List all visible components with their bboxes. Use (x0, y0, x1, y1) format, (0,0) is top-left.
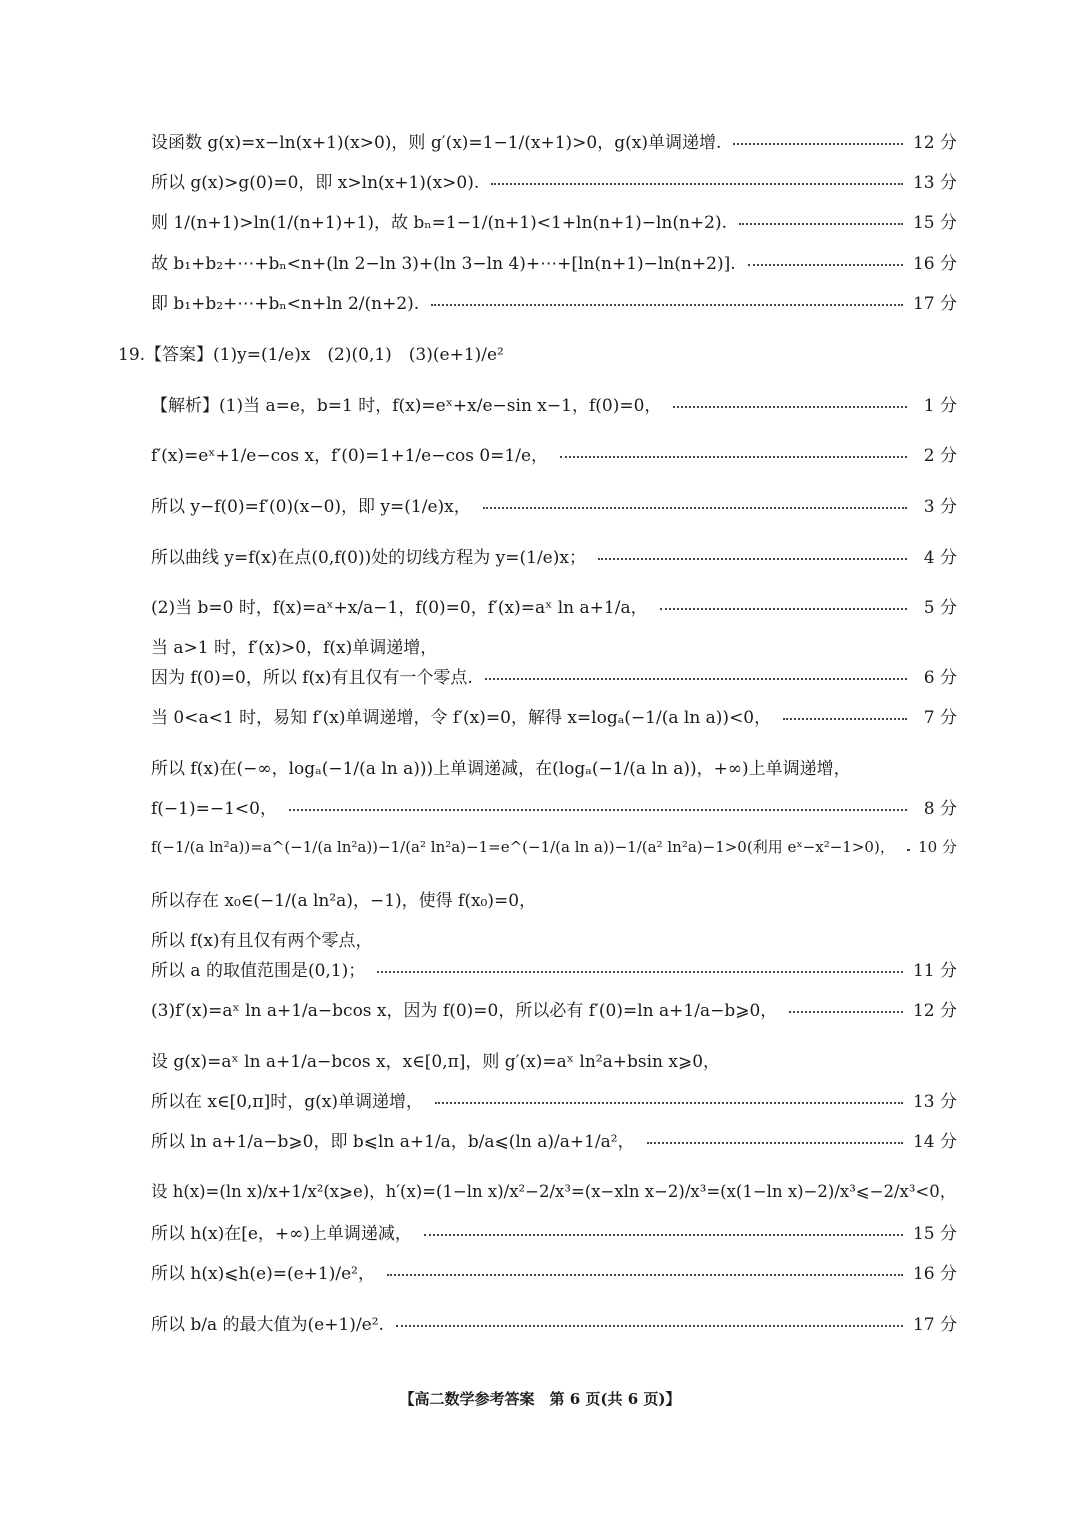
score-label: 15 分 (912, 1223, 957, 1244)
score-label: 6 分 (923, 667, 957, 688)
solution-line: 所以存在 x₀∈(−1/(a ln²a)，−1)，使得 f(x₀)=0， (151, 890, 537, 911)
dot-leader (748, 264, 903, 266)
solution-line: 故 b₁+b₂+⋯+bₙ<n+(ln 2−ln 3)+(ln 3−ln 4)+⋯+[ln(n+1)−ln(n+2)]. 16 分 (151, 243, 957, 279)
dot-leader (783, 718, 907, 720)
solution-line: f(−1/(a ln²a))=a^(−1/(a ln²a))−1/(a² ln²a)−1=e^(−1/(a ln a))−1/(a² ln²a)−1>0(利用 eˣ−x²−1>0)， 10 分 (151, 837, 957, 856)
score-label: 10 分 (918, 837, 957, 856)
solution-line: 所以 b/a 的最大值为(e+1)/e². 17 分 (151, 1304, 957, 1340)
solution-line: (3)f′(x)=aˣ ln a+1/a−bcos x，因为 f(0)=0，所以必有 f′(0)=ln a+1/a−b⩾0， 12 分 (151, 990, 957, 1026)
score-label: 14 分 (912, 1131, 957, 1152)
score-label: 13 分 (912, 1091, 957, 1112)
score-label: 12 分 (912, 1000, 957, 1021)
solution-line: 设 g(x)=aˣ ln a+1/a−bcos x，x∈[0,π]，则 g′(x)=aˣ ln²a+bsin x⩾0， (151, 1051, 721, 1072)
score-label: 16 分 (912, 253, 957, 274)
score-label: 12 分 (912, 132, 957, 153)
solution-line: 设 h(x)=(ln x)/x+1/x²(x⩾e)，h′(x)=(1−ln x)/x²−2/x³=(x−xln x−2)/x³=(x(1−ln x)−2)/x³⩽−2/x³<0， (151, 1182, 957, 1201)
solution-line: 所以在 x∈[0,π]时，g(x)单调递增， 13 分 (151, 1081, 957, 1117)
solution-line: 当 a>1 时，f′(x)>0，f(x)单调递增， (151, 637, 438, 658)
dot-leader (431, 304, 903, 306)
dot-leader (435, 1102, 903, 1104)
solution-line: 则 1/(n+1)>ln(1/(n+1)+1)，故 bₙ=1−1/(n+1)<1+ln(n+1)−ln(n+2). 15 分 (151, 202, 957, 238)
dot-leader (560, 456, 907, 458)
dot-leader (598, 558, 907, 560)
dot-leader (289, 809, 907, 811)
solution-line: 所以 a 的取值范围是(0,1)； 11 分 (151, 950, 957, 986)
dot-leader (377, 971, 903, 973)
solution-line: 所以 f(x)有且仅有两个零点， (151, 930, 373, 951)
score-label: 1 分 (923, 395, 957, 416)
dot-leader (673, 406, 907, 408)
solution-line: 所以 f(x)在(−∞，logₐ(−1/(a ln a)))上单调递减，在(logₐ(−1/(a ln a))，+∞)上单调递增， (151, 758, 851, 779)
dot-leader (424, 1234, 903, 1236)
dot-leader (739, 223, 903, 225)
solution-line: 所以 g(x)>g(0)=0，即 x>ln(x+1)(x>0). 13 分 (151, 162, 957, 198)
dot-leader (387, 1274, 903, 1276)
solution-line: 当 0<a<1 时，易知 f′(x)单调递增，令 f′(x)=0，解得 x=logₐ(−1/(a ln a))<0， 7 分 (151, 697, 957, 733)
score-label: 2 分 (923, 445, 957, 466)
dot-leader (483, 507, 907, 509)
score-label: 4 分 (923, 547, 957, 568)
answer-line: 19.【答案】(1)y=(1/e)x (2)(0,1) (3)(e+1)/e² (118, 344, 504, 365)
solution-line: 所以 ln a+1/a−b⩾0，即 b⩽ln a+1/a，b/a⩽(ln a)/a+1/a²， 14 分 (151, 1121, 957, 1157)
score-label: 8 分 (923, 798, 957, 819)
solution-line: 即 b₁+b₂+⋯+bₙ<n+ln 2/(n+2). 17 分 (151, 283, 957, 319)
score-label: 16 分 (912, 1263, 957, 1284)
solution-line: (2)当 b=0 时，f(x)=aˣ+x/a−1，f(0)=0，f′(x)=aˣ ln a+1/a， 5 分 (151, 587, 957, 623)
score-label: 5 分 (923, 597, 957, 618)
solution-line: 设函数 g(x)=x−ln(x+1)(x>0)，则 g′(x)=1−1/(x+1)>0，g(x)单调递增. 12 分 (151, 122, 957, 158)
solution-line: f′(x)=eˣ+1/e−cos x，f′(0)=1+1/e−cos 0=1/e， 2 分 (151, 435, 957, 471)
score-label: 17 分 (912, 1314, 957, 1335)
solution-line: 所以 y−f(0)=f′(0)(x−0)，即 y=(1/e)x， 3 分 (151, 486, 957, 522)
solution-line: 因为 f(0)=0，所以 f(x)有且仅有一个零点. 6 分 (151, 657, 957, 693)
solution-line: 【解析】(1)当 a=e，b=1 时，f(x)=eˣ+x/e−sin x−1，f(0)=0， 1 分 (151, 385, 957, 421)
solution-line: 所以 h(x)在[e，+∞)上单调递减， 15 分 (151, 1213, 957, 1249)
dot-leader (647, 1142, 903, 1144)
score-label: 7 分 (923, 707, 957, 728)
dot-leader (733, 143, 903, 145)
score-label: 11 分 (912, 960, 957, 981)
solution-line: 所以 h(x)⩽h(e)=(e+1)/e²， 16 分 (151, 1253, 957, 1289)
dot-leader (491, 183, 903, 185)
dot-leader (660, 608, 907, 610)
dot-leader (789, 1011, 903, 1013)
solution-line: f(−1)=−1<0， 8 分 (151, 788, 957, 824)
score-label: 15 分 (912, 212, 957, 233)
score-label: 13 分 (912, 172, 957, 193)
score-label: 3 分 (923, 496, 957, 517)
page-footer: 【高二数学参考答案 第 6 页(共 6 页)】 (399, 1390, 681, 1408)
score-label: 17 分 (912, 293, 957, 314)
dot-leader (396, 1325, 903, 1327)
dot-leader (485, 678, 907, 680)
solution-line: 所以曲线 y=f(x)在点(0,f(0))处的切线方程为 y=(1/e)x； 4 分 (151, 537, 957, 573)
